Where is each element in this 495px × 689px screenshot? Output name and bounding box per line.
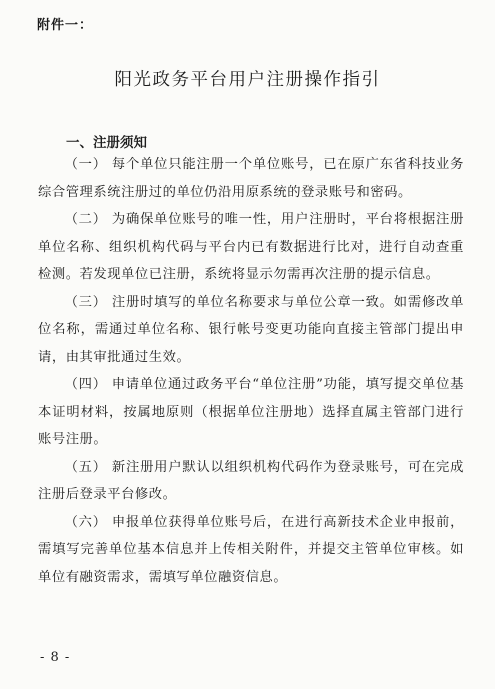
paragraph-2: （二） 为确保单位账号的唯一性，用户注册时，平台将根据注册单位名称、组织机构代码与平台内已有数据进行比对，进行自动查重检测。若发现单位已注册，系统将显示勿需再次注册的提示信息。 — [38, 212, 464, 282]
paragraph-4: （四） 申请单位通过政务平台“单位注册”功能，填写提交单位基本证明材料，按属地原则（根据单位注册地）选择直属主管部门进行账号注册。 — [38, 377, 464, 447]
paragraph-3: （三） 注册时填写的单位名称要求与单位公章一致。如需修改单位名称，需通过单位名称、银行帐号变更功能向直接主管部门提出申请，由其审批通过生效。 — [38, 294, 464, 365]
document-title: 阳光政务平台用户注册操作指引 — [114, 70, 381, 90]
page-number: - 8 - — [40, 650, 71, 665]
paragraph-5: （五） 新注册用户默认以组织机构代码作为登录账号，可在完成注册后登录平台修改。 — [38, 459, 464, 502]
document-body — [38, 151, 464, 591]
attachment-label: 附件一： — [37, 18, 94, 33]
paragraph-1: （一） 每个单位只能注册一个单位账号，已在原广东省科技业务综合管理系统注册过的单位仍沿用原系统的登录账号和密码。 — [38, 157, 464, 200]
section-heading: 一、注册须知 — [66, 135, 147, 151]
paragraph-6: （六） 申报单位获得单位账号后，在进行高新技术企业申报前，需填写完善单位基本信息并上传相关附件，并提交主管单位审核。如单位有融资需求，需填写单位融资信息。 — [38, 514, 464, 585]
